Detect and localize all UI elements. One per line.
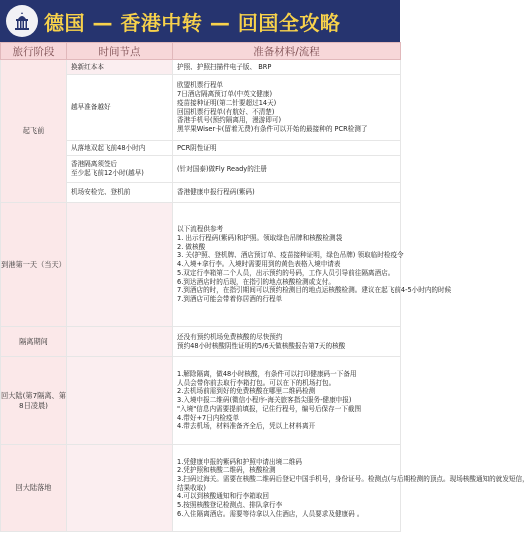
materials-line: 4.带好+7日内检疫单 bbox=[177, 413, 240, 422]
time-node-cell bbox=[67, 357, 173, 445]
materials-line: 7日酒店隔离预订单(中英文健康) bbox=[177, 90, 273, 99]
column-header-stage: 旅行阶段 bbox=[1, 43, 67, 60]
stage-cell: 回大陆落地 bbox=[1, 445, 67, 532]
time-node-line: 从落地双起飞前48小时内 bbox=[71, 143, 146, 152]
materials-line: 6.到达酒店时的后现，在指引的地点核酸检测或支付。 bbox=[177, 277, 335, 286]
time-node-cell bbox=[67, 203, 173, 327]
time-node-line: 机场安检完、登机前 bbox=[71, 188, 131, 197]
materials-line: 2. 做核酸 bbox=[177, 242, 206, 251]
materials-cell bbox=[173, 183, 401, 203]
table-row bbox=[1, 357, 401, 445]
time-node-cell bbox=[67, 156, 173, 183]
time-node-cell bbox=[67, 60, 173, 75]
materials-line: 5.按照核酸登记检测点、排队拿行李 bbox=[177, 501, 283, 510]
materials-line: 5.双定行李箱第二个人员，出示预约的号码，工作人员引导前往隔离酒店。 bbox=[177, 268, 395, 277]
materials-line: 6.入住隔离酒店。需要等待拿以入住酒店，人员要求及健康码 。 bbox=[177, 509, 364, 518]
page-title: 德国 — 香港中转 — 回国全攻略 bbox=[44, 10, 341, 35]
materials-line: 7.到酒店的时，在指引期间可以预约检测目的地点运核酸检测。建议在起飞前4-5小时内的时候 bbox=[177, 286, 452, 295]
materials-line: 1. 出示行程码(紫码)和护照。领取绿色吊牌和核酸检测袋 bbox=[177, 234, 343, 243]
materials-line: 4.带去机场，材料准备齐全后，凭以上材料离开 bbox=[177, 422, 316, 431]
time-node-line: 香港隔离须签后 bbox=[71, 160, 118, 169]
header-banner bbox=[0, 0, 400, 42]
stage-cell: 到港第一天（当天） bbox=[1, 203, 67, 327]
materials-line: 2.去机场前需到好的免费核酸在哪里二维码检测 bbox=[177, 387, 316, 396]
materials-line: 护照、护照扫描件电子版、 BRP bbox=[177, 62, 272, 71]
stage-cell: 隔离期间 bbox=[1, 327, 67, 357]
materials-line: 香港健康申报行程码(紫码) bbox=[177, 188, 255, 197]
column-header-time: 时间节点 bbox=[67, 43, 173, 60]
capitol-building-svg bbox=[10, 9, 34, 33]
time-node-cell bbox=[67, 327, 173, 357]
materials-cell bbox=[173, 445, 529, 532]
materials-line: 欧盟机票行程单 bbox=[177, 81, 224, 90]
table-header-row bbox=[1, 43, 401, 60]
materials-line: "入境"信息内需要提前填报，记住行程号，编号后保存一下截图 bbox=[177, 404, 362, 413]
table-row bbox=[1, 203, 401, 327]
stage-cell: 起飞前 bbox=[1, 60, 67, 203]
materials-line: 黑苹果Wiser卡(留着无费)有条件可以开始的最接种的 PCR检测了 bbox=[177, 124, 368, 133]
time-node-cell bbox=[67, 75, 173, 141]
materials-cell bbox=[173, 75, 401, 141]
time-node-cell bbox=[67, 141, 173, 156]
materials-line: 1.凭健康申报的紫码和护照申请出境二维码 bbox=[177, 457, 302, 466]
materials-line: 4.可以到核酸通知和行李箱取回 bbox=[177, 492, 270, 501]
materials-line: 7.到酒店可能会带着你居酒的行程单 bbox=[177, 294, 283, 303]
materials-cell bbox=[173, 141, 401, 156]
materials-line: 3.入境申报二维码(微信小程序-海关旅客指尖服务-健康申报) bbox=[177, 396, 352, 405]
time-node-line: 换新红本本 bbox=[71, 62, 104, 71]
materials-line: 还没有预约机场免费核酸的尽快预约 bbox=[177, 332, 283, 341]
capitol-building-icon bbox=[6, 5, 38, 37]
materials-cell bbox=[173, 156, 401, 183]
materials-line: 1.解除隔离，做48小时核酸，有条件可以打印健康码一下备用 bbox=[177, 370, 357, 379]
materials-cell bbox=[173, 203, 452, 327]
time-node-cell bbox=[67, 445, 173, 532]
stage-cell: 回大陆(第7隔离、第8日凌晨) bbox=[1, 357, 67, 445]
materials-line: 3. 关(护照、登机牌、酒店预订单、疫苗接种证明，绿色吊牌) 领取临时检疫令 bbox=[177, 251, 404, 260]
materials-line: (针对国泰)做Fly Ready的注册 bbox=[177, 164, 267, 173]
time-node-cell bbox=[67, 183, 173, 203]
materials-cell bbox=[173, 357, 401, 445]
guide-table bbox=[0, 42, 529, 532]
table-row bbox=[1, 60, 401, 75]
table-row bbox=[1, 327, 401, 357]
materials-line: 2.凭护照和核酸二维码，核酸检测 bbox=[177, 466, 276, 475]
materials-line: 结果收取) bbox=[177, 483, 206, 492]
column-header-materials: 准备材料/流程 bbox=[173, 43, 401, 60]
materials-line: 香港手机号(预约隔离用，漫游即可) bbox=[177, 116, 282, 125]
materials-cell bbox=[173, 60, 401, 75]
time-node-line: 越早准备越好 bbox=[71, 103, 111, 112]
materials-line: 预约48小时核酸阴性证明的5/6天做核酸报告第7天的核酸 bbox=[177, 341, 346, 350]
materials-line: PCR阴性证明 bbox=[177, 143, 217, 152]
table-row bbox=[1, 445, 401, 532]
materials-line: 4.入境+拿行李。入境时需要用到的黄色表格入境申请表 bbox=[177, 260, 341, 269]
materials-cell bbox=[173, 327, 401, 357]
time-node-line: 至少起飞前12小时(越早) bbox=[71, 169, 144, 177]
materials-line: 人员会带你前去取行李箱打包。可以在下的机场打包。 bbox=[177, 378, 336, 387]
materials-line: 3.扫码过海关。需要在核酸二维码后登记中国手机号，身份证号。检测点(与后期检测的顶点。现场核酸通知的就发短信， bbox=[177, 474, 529, 483]
materials-line: 回国机票行程单(有航好、不清楚) bbox=[177, 107, 275, 116]
materials-line: 疫苗接种证明(第二针要超过14天) bbox=[177, 98, 277, 107]
materials-line: 以下流程供参考 bbox=[177, 225, 224, 234]
